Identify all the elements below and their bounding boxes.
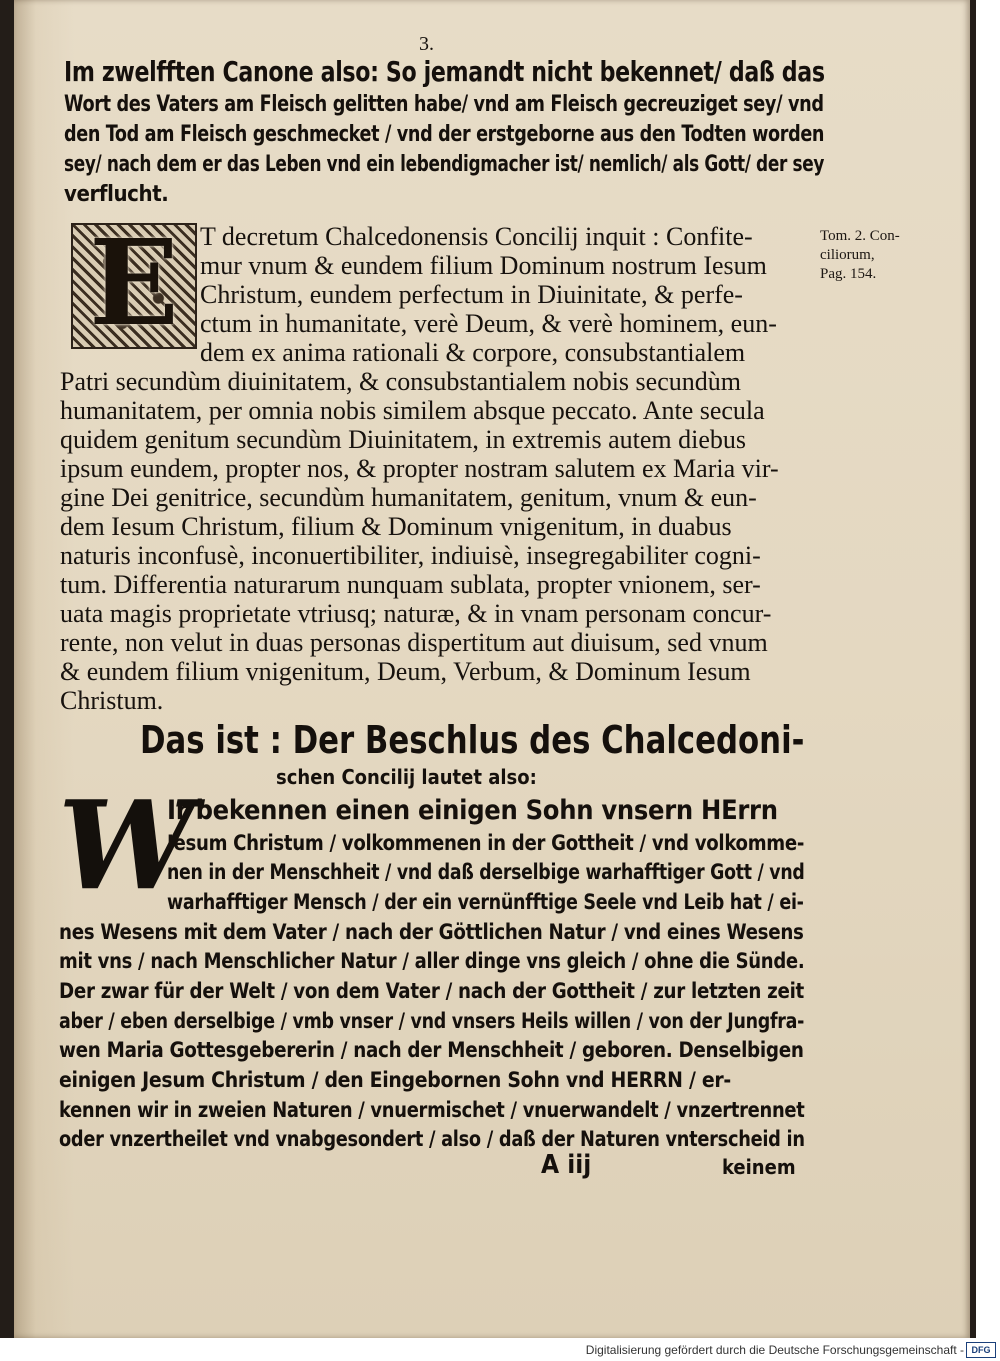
latin-line: uata magis proprietate vtriusq; naturæ, & in vnam personam concur-	[60, 599, 772, 628]
margin-note-line: Pag. 154.	[820, 266, 877, 282]
latin-line: T decretum Chalcedonensis Concilij inquit : Confite-	[200, 222, 753, 251]
german-line: nen in der Menschheit / vnd daß derselbige warhafftiger Gott / vnd	[167, 860, 805, 884]
catchword: keinem	[722, 1155, 796, 1179]
signature-mark: A iij	[541, 1150, 592, 1180]
intro-line: Im zwelfften Canone also: So jemandt nicht bekennet/ daß das	[64, 55, 825, 88]
margin-note-line: ciliorum,	[820, 247, 875, 263]
margin-note	[820, 227, 930, 284]
german-line: oder vnzertheilet vnd vnabgesondert / also / daß der Naturen vnterscheid in	[59, 1127, 805, 1151]
german-line: aber / eben derselbige / vmb vnser / vnd vnsers Heils willen / von der Jungfra-	[59, 1009, 805, 1033]
latin-line: gine Dei genitrice, secundùm humanitatem, genitum, vnum & eun-	[60, 483, 757, 512]
latin-line: ctum in humanitate, verè Deum, & verè hominem, eun-	[200, 309, 777, 338]
german-line: Ir bekennen einen einigen Sohn vnsern HErrn	[167, 795, 778, 826]
latin-line: ipsum eundem, propter nos, & propter nostram salutem ex Maria vir-	[60, 454, 779, 483]
intro-line: Wort des Vaters am Fleisch gelitten habe/ vnd am Fleisch gecreuziget sey/ vnd	[64, 92, 824, 117]
ornamental-initial	[71, 213, 197, 352]
dfg-logo: DFG	[966, 1342, 996, 1358]
latin-line: Patri secundùm diuinitatem, & consubstantialem nobis secundùm	[60, 367, 741, 396]
latin-line: Christum, eundem perfectum in Diuinitate, & perfe-	[200, 280, 743, 309]
german-line: mit vns / nach Menschlicher Natur / aller dinge vns gleich / ohne die Sünde.	[59, 949, 805, 973]
latin-line: dem ex anima rationali & corpore, consubstantialem	[200, 338, 746, 367]
initial-letter: E	[89, 213, 179, 352]
latin-line: quidem genitum secundùm Diuinitatem, in extremis autem diebus	[60, 425, 746, 454]
intro-line: den Tod am Fleisch geschmecket / vnd der erstgeborne aus den Todten worden	[64, 122, 825, 147]
intro-line: sey/ nach dem er das Leben vnd ein lebendigmacher ist/ nemlich/ als Gott/ der sey	[64, 152, 825, 177]
german-line: Der zwar für der Welt / von dem Vater / nach der Gottheit / zur letzten zeit	[59, 979, 804, 1003]
section-heading: Das ist : Der Beschlus des Chalcedoni-	[140, 718, 805, 762]
footer-bar	[0, 1338, 1000, 1361]
section-subheading: schen Concilij lautet also:	[276, 765, 537, 789]
footer-credit: Digitalisierung gefördert durch die Deutsche Forschungsgemeinschaft -	[585, 1343, 964, 1357]
german-line: warhafftiger Mensch / der ein vernünfftige Seele vnd Leib hat / ei-	[167, 890, 804, 914]
german-line: Jesum Christum / volkommenen in der Gottheit / vnd volkomme-	[167, 831, 805, 855]
page-number: 3.	[419, 33, 434, 55]
latin-line: rente, non velut in duas personas dispertitum aut diuisum, sed vnum	[60, 628, 768, 657]
german-line: wen Maria Gottesgebererin / nach der Menschheit / geboren. Denselbigen	[59, 1038, 804, 1062]
latin-line: humanitatem, per omnia nobis similem absque peccato. Ante secula	[60, 396, 765, 425]
latin-line: Christum.	[60, 686, 164, 715]
latin-line: dem Iesum Christum, filium & Dominum vnigenitum, in duabus	[60, 512, 732, 541]
latin-line: & eundem filium vnigenitum, Deum, Verbum, & Dominum Iesum	[60, 657, 751, 686]
latin-line: mur vnum & eundem filium Dominum nostrum Iesum	[200, 251, 767, 280]
german-initial: W	[58, 773, 196, 917]
intro-line: verflucht.	[64, 182, 169, 207]
book-page	[14, 0, 970, 1338]
german-line: einigen Jesum Christum / den Eingebornen Sohn vnd HERRN / er-	[59, 1068, 731, 1092]
margin-note-line: Tom. 2. Con-	[820, 228, 900, 244]
german-line: kennen wir in zweien Naturen / vnuermischet / vnuerwandelt / vnzertrennet	[59, 1098, 805, 1122]
latin-line: naturis inconfusè, inconuertibiliter, indiuisè, insegregabiliter cogni-	[60, 541, 761, 570]
german-line: nes Wesens mit dem Vater / nach der Göttlichen Natur / vnd eines Wesens	[59, 920, 804, 944]
latin-line: tum. Differentia naturarum nunquam sublata, propter vnionem, ser-	[60, 570, 761, 599]
